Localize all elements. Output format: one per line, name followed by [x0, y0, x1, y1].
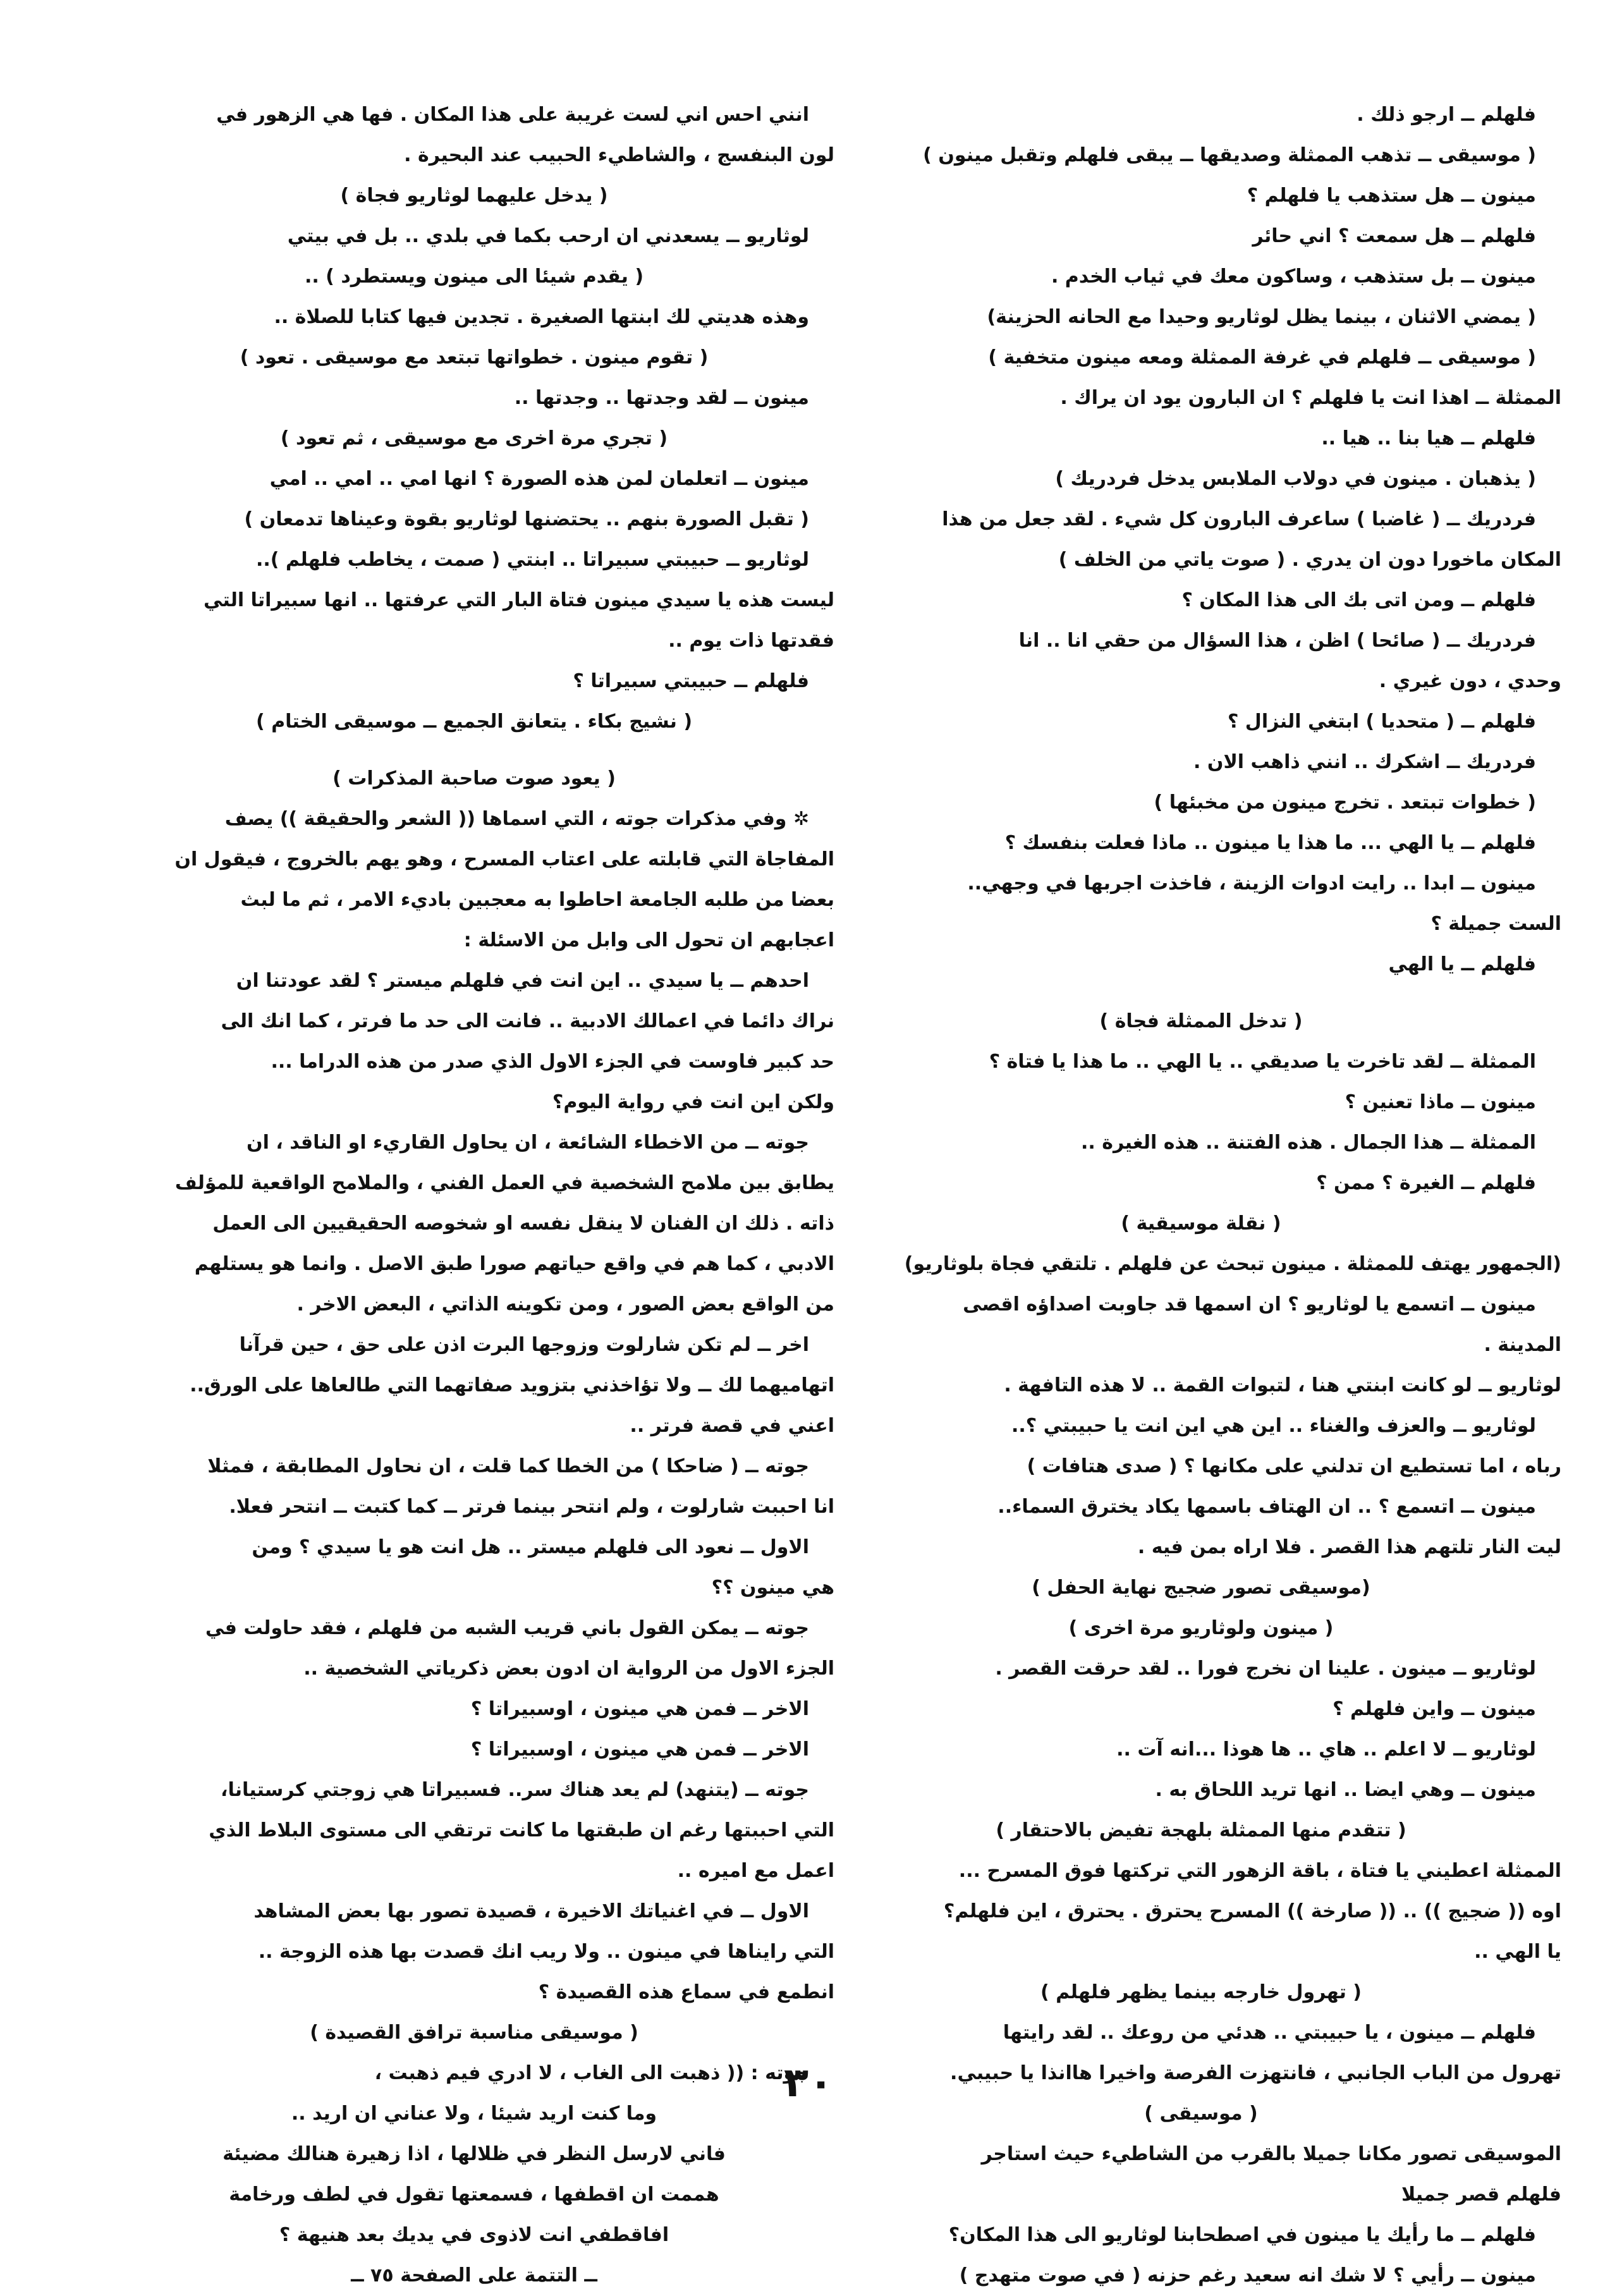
text-line: فلهلم ــ ما رأيك يا مينون في اصطحابنا لوثاريو الى هذا المكان؟	[948, 2224, 1536, 2246]
text-line: ( يدخل عليهما لوثاريو فجاة )	[340, 185, 608, 207]
text-line: فلهلم ــ هل سمعت ؟ اني حائر	[1252, 225, 1536, 247]
text-line: جوته : (( ذهبت الى الغاب ، لا ادري فيم ذهبت ،	[374, 2062, 809, 2084]
text-line: الاخر ــ فمن هي مينون ، اوسبيراتا ؟	[470, 1738, 809, 1761]
text-line: الممثلة ــ لقد تاخرت يا صديقي .. يا الهي .. ما هذا يا فتاة ؟	[989, 1051, 1536, 1073]
text-line: وهذه هديتي لك ابنتها الصغيرة . تجدين فيها كتابا للصلاة ..	[274, 306, 809, 328]
text-line: (الجمهور يهتف للممثلة . مينون تبحث عن فلهلم . تلتقي فجاة بلوثاريو)	[904, 1253, 1561, 1275]
text-line: انا احببت شارلوت ، ولم انتحر بينما فرتر ــ كما كتبت ــ انتحر فعلا.	[229, 1496, 834, 1518]
text-line: لوثاريو ــ مينون . علينا ان نخرج فورا .. لقد حرقت القصر .	[995, 1658, 1536, 1680]
text-line: فلهلم ــ ( متحديا ) ابتغي النزال ؟	[1227, 711, 1536, 733]
text-line: فلهلم ــ يا الهي ... ما هذا يا مينون .. ماذا فعلت بنفسك ؟	[1004, 832, 1536, 854]
text-line: افاقطفي انت لاذوى في يديك بعد هنيهة ؟	[279, 2224, 669, 2246]
text-line: انطمع في سماع هذه القصيدة ؟	[538, 1981, 834, 2003]
text-line: التي رايناها في مينون .. ولا ريب انك قصدت بها هذه الزوجة ..	[258, 1941, 834, 1963]
text-line: مينون ــ وهي ايضا .. انها تريد اللحاق به .	[1155, 1779, 1536, 1801]
text-line: ( موسيقى مناسبة ترافق القصيدة )	[310, 2022, 638, 2044]
text-line: لون البنفسج ، والشاطيء الحبيب عند البحيرة .	[404, 144, 834, 166]
text-line: ( تهرول خارجه بينما يظهر فلهلم )	[1040, 1981, 1362, 2003]
text-line: فلهلم قصر جميلا	[1401, 2183, 1561, 2206]
text-line: جوته ــ من الاخطاء الشائعة ، ان يحاول القاريء او الناقد ، ان	[247, 1132, 809, 1154]
text-line: (موسيقى تصور ضجيج نهاية الحفل )	[1032, 1577, 1370, 1599]
text-line: يا الهي ..	[1474, 1941, 1561, 1963]
text-line: الاول ــ نعود الى فلهلم ميستر .. هل انت هو يا سيدي ؟ ومن	[252, 1536, 809, 1558]
text-line: الجزء الاول من الرواية ان ادون بعض ذكرياتي الشخصية ..	[303, 1658, 834, 1680]
text-line: اعجابهم ان تحول الى وابل من الاسئلة :	[463, 929, 834, 951]
text-line: احدهم ــ يا سيدي .. اين انت في فلهلم ميستر ؟ لقد عودتنا ان	[236, 970, 809, 992]
page-number: ٣٠	[784, 2060, 834, 2106]
text-line: مينون ــ هل ستذهب يا فلهلم ؟	[1247, 185, 1536, 207]
text-line: فقدتها ذات يوم ..	[668, 630, 834, 652]
text-line: ولكن اين انت في رواية اليوم؟	[552, 1091, 834, 1113]
text-line: مينون ــ بل ستذهب ، وساكون معك في ثياب الخدم .	[1051, 266, 1536, 288]
text-line: ليت النار تلتهم هذا القصر . فلا اراه بمن فيه .	[1137, 1536, 1561, 1558]
text-line: الممثلة اعطيني يا فتاة ، باقة الزهور التي تركتها فوق المسرح ...	[958, 1860, 1561, 1882]
text-line: لوثاريو ــ لا اعلم .. هاي .. ها هوذا ...انه آت ..	[1116, 1738, 1536, 1761]
text-line: مينون ــ واين فلهلم ؟	[1333, 1698, 1536, 1720]
text-line: ــ التتمة على الصفحة ٧٥ ــ	[351, 2264, 597, 2287]
text-line: نراك دائما في اعمالك الادبية .. فانت الى حد ما فرتر ، كما انك الى	[221, 1010, 834, 1032]
text-line: ( نقلة موسيقية )	[1121, 1212, 1281, 1235]
text-line: لوثاريو ــ حبيبتي سبيراتا .. ابنتي ( صمت ، يخاطب فلهلم )..	[255, 549, 809, 571]
text-line: التي احببتها رغم ان طبقتها ما كانت ترتقي الى مستوى البلاط الذي	[209, 1819, 834, 1841]
text-line: مينون ــ لقد وجدتها .. وجدتها ..	[514, 387, 809, 409]
text-line: حد كبير فاوست في الجزء الاول الذي صدر من هذه الدراما ...	[271, 1051, 834, 1073]
text-line: فلهلم ــ حبيبتي سبيراتا ؟	[573, 670, 809, 692]
text-line: الموسيقى تصور مكانا جميلا بالقرب من الشاطيء حيث استاجر	[981, 2143, 1561, 2165]
text-line: المكان ماخورا دون ان يدري . ( صوت ياتي من الخلف )	[1058, 549, 1561, 571]
right-column	[841, 95, 1561, 2296]
text-line: الادبي ، كما هم في واقع حياتهم صورا طبق الاصل . وانما هو يستلهم	[194, 1253, 834, 1275]
text-line: اخر ــ لم تكن شارلوت وزوجها البرت اذن على حق ، حين قرآنا	[239, 1334, 809, 1356]
text-line: جوته ــ (يتنهد) لم يعد هناك سر.. فسبيراتا هي زوجتي كرستيانا،	[221, 1779, 809, 1801]
text-line: انني احس اني لست غريبة على هذا المكان . فها هي الزهور في	[216, 104, 809, 126]
text-line: ( موسيقى )	[1144, 2103, 1258, 2125]
text-line: ( تجري مرة اخرى مع موسيقى ، ثم تعود )	[280, 427, 668, 449]
text-line: فلهلم ــ مينون ، يا حبيبتي .. هدئي من روعك .. لقد رايتها	[1003, 2022, 1536, 2044]
text-line: يطابق بين ملامح الشخصية في العمل الفني ، والملامح الواقعية للمؤلف	[174, 1172, 834, 1194]
text-line: فاني لارسل النظر في ظلالها ، اذا زهيرة هنالك مضيئة	[223, 2143, 726, 2165]
text-line: ( خطوات تبتعد . تخرج مينون من مخبئها )	[1154, 791, 1536, 814]
text-line: هي مينون ؟؟	[711, 1577, 834, 1599]
text-line: ✲ وفي مذكرات جوته ، التي اسماها (( الشعر والحقيقة )) يصف	[224, 808, 809, 830]
text-line: ليست هذه يا سيدي مينون فتاة البار التي عرفتها .. انها سبيراتا التي	[203, 589, 834, 611]
text-line: مينون ــ ماذا تعنين ؟	[1345, 1091, 1536, 1113]
left-column	[114, 95, 834, 2296]
text-line: ( تقبل الصورة بنهم .. يحتضنها لوثاريو بقوة وعيناها تدمعان )	[244, 508, 809, 530]
text-line: فلهلم ــ ارجو ذلك .	[1357, 104, 1536, 126]
text-line: ( يمضي الاثنان ، بينما يظل لوثاريو وحيدا مع الحانه الحزينة)	[987, 306, 1536, 328]
text-line: ( موسيقى ــ تذهب الممثلة وصديقها ــ يبقى فلهلم وتقبل مينون )	[923, 144, 1536, 166]
text-line: جوته ــ ( ضاحكا ) من الخطا كما قلت ، ان نحاول المطابقة ، فمثلا	[207, 1455, 809, 1477]
text-line: فلهلم ــ الغيرة ؟ ممن ؟	[1316, 1172, 1536, 1194]
text-line: ( يقدم شيئا الى مينون ويستطرد ) ..	[304, 266, 644, 288]
text-line: فردريك ــ ( غاضبا ) ساعرف البارون كل شيء . لقد جعل من هذا	[942, 508, 1536, 530]
text-line: ( موسيقى ــ فلهلم في غرفة الممثلة ومعه مينون متخفية )	[988, 346, 1536, 369]
text-line: الممثلة ــ هذا الجمال . هذه الفتنة .. هذه الغيرة ..	[1081, 1132, 1536, 1154]
text-line: ذاته . ذلك ان الفنان لا ينقل نفسه او شخوصه الحقيقيين الى العمل	[212, 1212, 834, 1235]
text-line: مينون ــ رأيي ؟ لا شك انه سعيد رغم حزنه ( في صوت متهدج )	[959, 2264, 1536, 2287]
text-line: هممت ان اقطفها ، فسمعتها تقول في لطف ورخامة	[229, 2183, 719, 2206]
text-line: لوثاريو ــ والعزف والغناء .. اين هي اين انت يا حبيبتي ؟..	[1011, 1415, 1536, 1437]
text-line: ( تقوم مينون . خطواتها تبتعد مع موسيقى . تعود )	[240, 346, 709, 369]
text-line: فردريك ــ اشكرك .. انني ذاهب الان .	[1193, 751, 1536, 773]
text-line: ( يذهبان . مينون في دولاب الملابس يدخل فردريك )	[1055, 468, 1536, 490]
text-line: فلهلم ــ ومن اتى بك الى هذا المكان ؟	[1181, 589, 1536, 611]
text-line: ( يعود صوت صاحبة المذكرات )	[332, 767, 616, 790]
text-line: وما كنت اريد شيئا ، ولا عناني ان اريد ..	[291, 2103, 657, 2125]
text-line: ( تدخل الممثلة فجاة )	[1099, 1010, 1303, 1032]
text-line: رباه ، اما تستطيع ان تدلني على مكانها ؟ ( صدى هتافات )	[1027, 1455, 1561, 1477]
text-line: اعمل مع اميره ..	[677, 1860, 834, 1882]
text-line: الست جميلة ؟	[1430, 913, 1561, 935]
text-line: فردريك ــ ( صائحا ) اظن ، هذا السؤال من حقي انا .. انا	[1018, 630, 1536, 652]
text-line: بعضا من طلبه الجامعة احاطوا به معجبين باديء الامر ، ثم ما لبث	[240, 889, 834, 911]
text-line: الممثلة ــ اهذا انت يا فلهلم ؟ ان البارون يود ان يراك .	[1060, 387, 1561, 409]
text-line: مينون ــ ابدا .. رايت ادوات الزينة ، فاخذت اجربها في وجهي..	[967, 872, 1536, 895]
text-line: مينون ــ اتعلمان لمن هذه الصورة ؟ انها امي .. امي .. امي	[269, 468, 809, 490]
text-line: مينون ــ اتسمع يا لوثاريو ؟ ان اسمها قد جاوبت اصداؤه اقصى	[963, 1293, 1536, 1316]
text-line: المدينة .	[1484, 1334, 1561, 1356]
text-line: فلهلم ــ هيا بنا .. هيا ..	[1321, 427, 1536, 449]
text-line: وحدي ، دون غيري .	[1379, 670, 1561, 692]
text-line: الاول ــ في اغنياتك الاخيرة ، قصيدة تصور بها بعض المشاهد	[253, 1900, 809, 1922]
text-line: جوته ــ يمكن القول باني قريب الشبه من فلهلم ، فقد حاولت في	[205, 1617, 809, 1639]
text-line: لوثاريو ــ يسعدني ان ارحب بكما في بلدي .. بل في بيتي	[287, 225, 809, 247]
text-line: المفاجاة التي قابلته على اعتاب المسرح ، وهو يهم بالخروج ، فيقول ان	[174, 848, 834, 870]
text-line: لوثاريو ــ لو كانت ابنتي هنا ، لتبوات القمة .. لا هذه التافهة .	[1004, 1374, 1561, 1396]
text-line: ( مينون ولوثاريو مرة اخرى )	[1068, 1617, 1334, 1639]
text-line: مينون ــ اتسمع ؟ .. ان الهتاف باسمها يكاد يخترق السماء..	[997, 1496, 1536, 1518]
text-line: فلهلم ــ يا الهي	[1388, 953, 1536, 975]
text-line: تهرول من الباب الجانبي ، فانتهزت الفرصة واخيرا هاانذا يا حبيبي.	[950, 2062, 1561, 2084]
text-line: ( تتقدم منها الممثلة بلهجة تفيض بالاحتقار )	[996, 1819, 1406, 1841]
text-line: من الواقع بعض الصور ، ومن تكوينه الذاتي ، البعض الاخر .	[296, 1293, 834, 1316]
text-line: اتهاميهما لك ــ ولا تؤاخذني بتزويد صفاتهما التي طالعاها على الورق..	[190, 1374, 834, 1396]
text-line: ( نشيج بكاء . يتعانق الجميع ــ موسيقى الختام )	[255, 711, 693, 733]
text-line: اعني في قصة فرتر ..	[630, 1415, 834, 1437]
text-line: اوه (( ضجيج )) .. (( صارخة )) المسرح يحترق . يحترق ، اين فلهلم؟	[943, 1900, 1561, 1922]
text-line: الاخر ــ فمن هي مينون ، اوسبيراتا ؟	[470, 1698, 809, 1720]
